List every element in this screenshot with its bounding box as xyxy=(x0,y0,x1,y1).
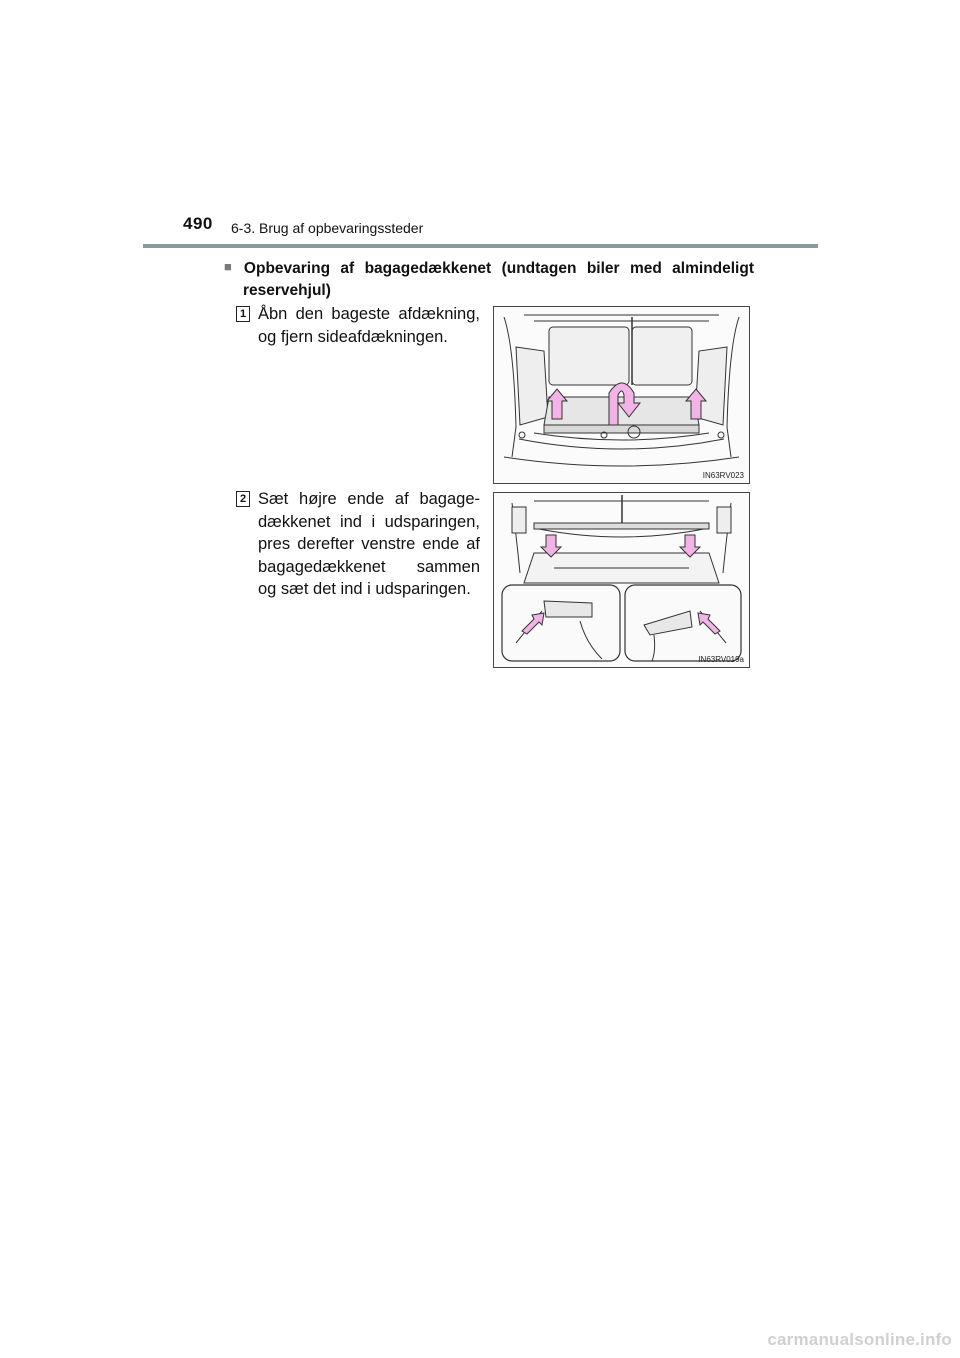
section-title: 6-3. Brug af opbevaringssteder xyxy=(231,220,424,236)
inset-left xyxy=(502,585,620,661)
step-2-badge: 2 xyxy=(236,491,250,507)
heading-line-2: reservehjul) xyxy=(243,282,331,299)
step-1-text xyxy=(258,303,480,348)
step-2-line-2: dækkenet ind i udsparingen, xyxy=(258,512,480,531)
section-heading xyxy=(224,256,754,302)
step-1-badge: 1 xyxy=(236,306,250,322)
header-rule xyxy=(143,244,818,248)
heading-text-1: Opbevaring af bagagedækkenet (undtagen biler med almindeligt xyxy=(243,260,754,277)
step-2-illustration xyxy=(493,492,750,668)
step-2-line-4: bagagedækkenet sammen xyxy=(258,557,480,576)
step-2-line-1: Sæt højre ende af bagage- xyxy=(258,490,480,508)
step-1-line-2: og fjern sideafdækningen. xyxy=(258,327,448,346)
figure-1-code: IN63RV023 xyxy=(702,471,744,480)
heading-line-1 xyxy=(224,256,754,280)
step-1-illustration xyxy=(493,306,750,484)
store-cargo-cover-illustration xyxy=(494,493,749,667)
figure-2-code: IN63RV019a xyxy=(698,655,744,664)
open-cargo-cover-illustration xyxy=(494,307,749,483)
page-number: 490 xyxy=(183,214,213,233)
square-bullet-icon: ■ xyxy=(224,259,238,274)
step-1-line-1: Åbn den bageste afdækning, xyxy=(258,305,480,323)
step-2-line-3: pres derefter venstre ende af xyxy=(258,535,480,553)
step-2-line-5: og sæt det ind i udsparingen. xyxy=(258,580,471,598)
step-2-text xyxy=(258,488,480,601)
watermark: carmanualsonline.info xyxy=(767,1330,952,1349)
